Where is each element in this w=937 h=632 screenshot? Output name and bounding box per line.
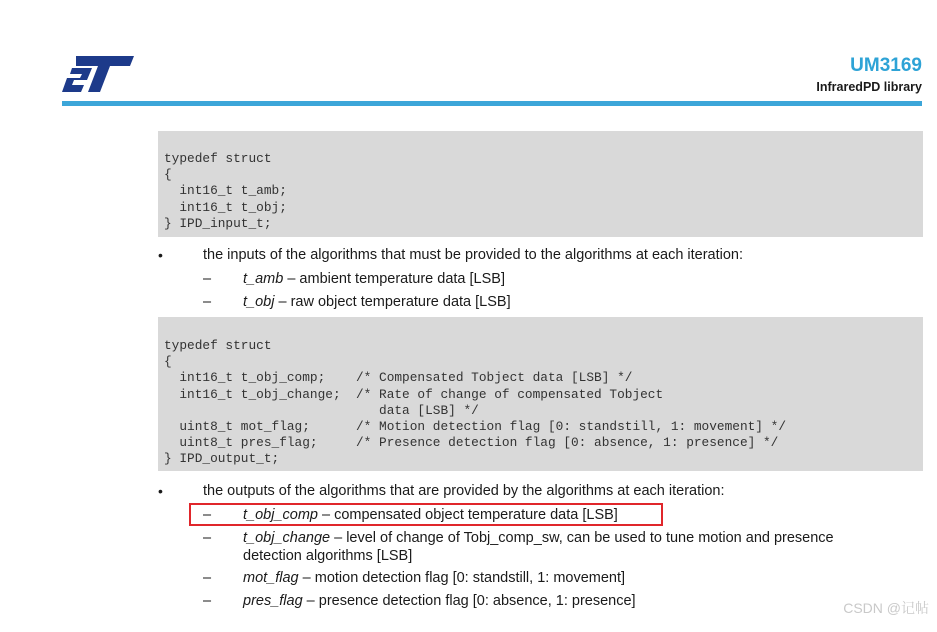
field-desc: – ambient temperature data [LSB] [283, 271, 505, 287]
code-line: int16_t t_obj_change; /* Rate of change of compensated Tobject [164, 386, 664, 402]
list-item-continuation: detection algorithms [LSB] [243, 548, 413, 564]
document-id: UM3169 [850, 55, 922, 76]
input-intro: the inputs of the algorithms that must be provided to the algorithms at each iteration: [203, 247, 744, 263]
code-line: int16_t t_obj_comp; /* Compensated Tobject data [LSB] */ [164, 370, 633, 386]
output-intro: the outputs of the algorithms that are provided by the algorithms at each iteration: [203, 483, 725, 499]
code-line: int16_t t_amb; [164, 183, 287, 199]
dash: – [203, 294, 212, 310]
code-line: } IPD_input_t; [164, 215, 272, 231]
field-name: mot_flag [243, 570, 299, 586]
field-desc: – level of change of Tobj_comp_sw, can be used to tune motion and presence [330, 530, 834, 546]
code-line: uint8_t mot_flag; /* Motion detection flag [0: standstill, 1: movement] */ [164, 419, 787, 435]
code-line: } IPD_output_t; [164, 451, 280, 467]
field-name: pres_flag [243, 593, 303, 609]
code-line: uint8_t pres_flag; /* Presence detection flag [0: absence, 1: presence] */ [164, 435, 779, 451]
code-block-output [158, 317, 923, 471]
code-line: { [164, 354, 172, 370]
document-subtitle: InfraredPD library [816, 80, 922, 94]
field-desc: – presence detection flag [0: absence, 1: presence] [302, 593, 636, 609]
list-item [243, 507, 618, 523]
list-item [243, 271, 505, 287]
watermark: CSDN @记帖 [843, 600, 929, 616]
bullet: • [158, 247, 163, 263]
field-name: t_obj_comp [243, 507, 318, 523]
code-line: typedef struct [164, 338, 272, 353]
field-name: t_obj [243, 294, 275, 310]
list-item [243, 294, 511, 310]
field-desc: – compensated object temperature data [LSB] [317, 507, 618, 523]
list-item [243, 530, 834, 546]
st-logo-icon [62, 54, 134, 94]
field-name: t_amb [243, 271, 284, 287]
dash: – [203, 507, 212, 523]
code-line: { [164, 167, 172, 183]
code-line: typedef struct [164, 151, 272, 166]
code-block-input [158, 131, 923, 237]
field-desc: – motion detection flag [0: standstill, 1: movement] [298, 570, 626, 586]
list-item [243, 593, 636, 609]
dash: – [203, 570, 212, 586]
dash: – [203, 271, 212, 287]
dash: – [203, 593, 212, 609]
dash: – [203, 530, 212, 546]
list-item [243, 570, 625, 586]
code-line: int16_t t_obj; [164, 199, 287, 215]
field-desc: – raw object temperature data [LSB] [274, 294, 511, 310]
field-name: t_obj_change [243, 530, 331, 546]
bullet: • [158, 483, 163, 499]
header-divider [62, 101, 922, 106]
code-line: data [LSB] */ [164, 402, 479, 418]
